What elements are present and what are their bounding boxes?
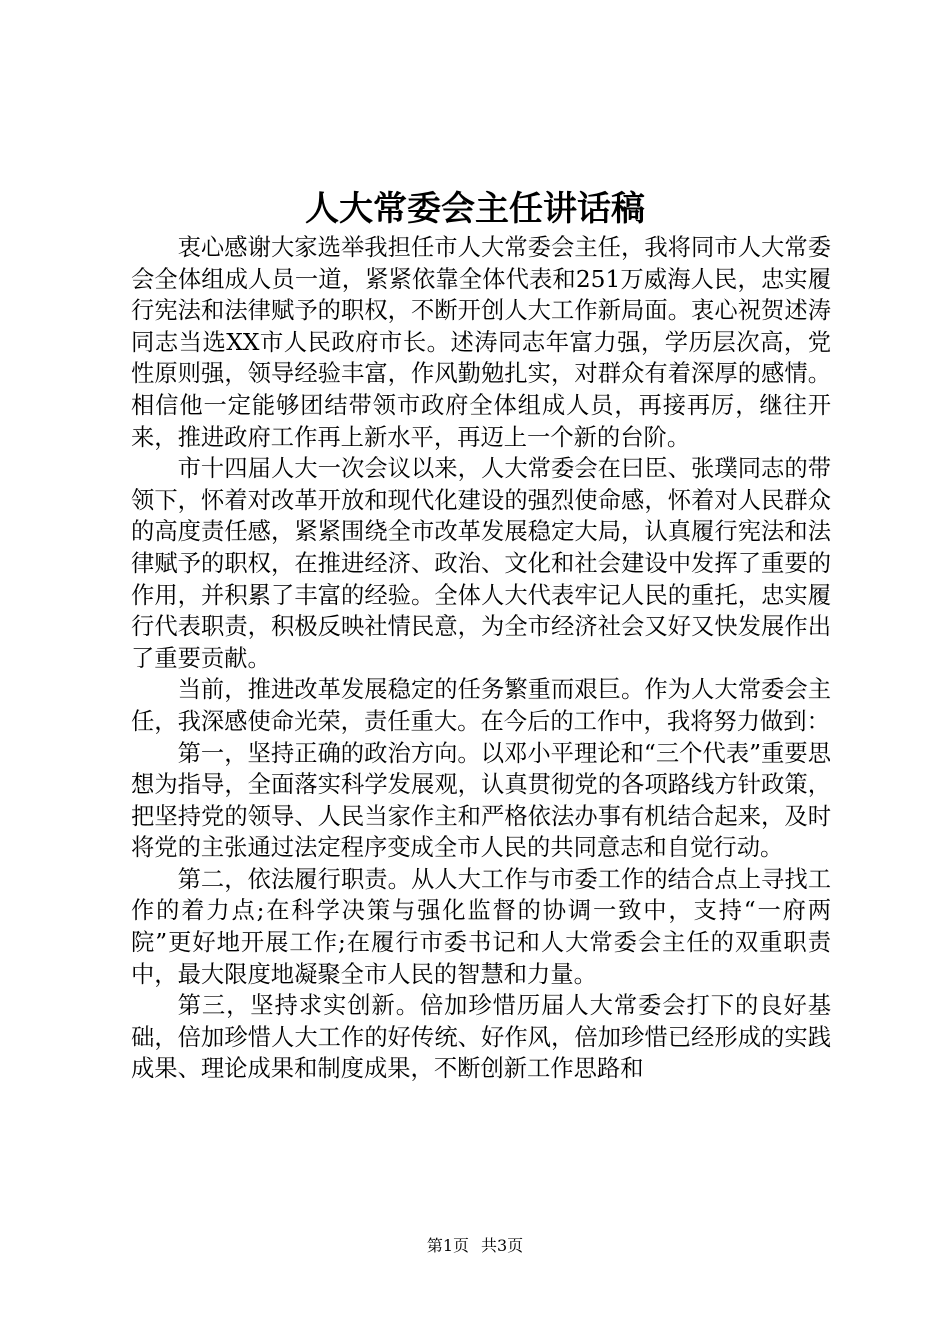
paragraph-6: 第三，坚持求实创新。倍加珍惜历届人大常委会打下的良好基础，倍加珍惜人大工作的好传统、好作风，倍加珍惜已经形成的实践成果、理论成果和制度成果，不断创新工作思路和: [131, 992, 831, 1083]
paragraph-4: 第一，坚持正确的政治方向。以邓小平理论和“三个代表”重要思想为指导，全面落实科学发展观，认真贯彻党的各项路线方针政策，把坚持党的领导、人民当家作主和严格依法办事有机结合起来，及时将党的主张通过法定程序变成全市人民的共同意志和自觉行动。: [131, 739, 831, 862]
paragraph-5: 第二，依法履行职责。从人大工作与市委工作的结合点上寻找工作的着力点;在科学决策与强化监督的协调一致中，支持“一府两院”更好地开展工作;在履行市委书记和人大常委会主任的双重职责中，最大限度地凝聚全市人民的智慧和力量。: [131, 865, 831, 988]
paragraph-1: 衷心感谢大家选举我担任市人大常委会主任，我将同市人大常委会全体组成人员一道，紧紧依靠全体代表和251万威海人民，忠实履行宪法和法律赋予的职权，不断开创人大工作新局面。衷心祝贺述涛同志当选XX市人民政府市长。述涛同志年富力强，学历层次高，党性原则强，领导经验丰富，作风勤勉扎实，对群众有着深厚的感情。相信他一定能够团结带领市政府全体组成人员，再接再厉，继往开来，推进政府工作再上新水平，再迈上一个新的台阶。: [131, 234, 831, 451]
page-footer: [0, 1235, 950, 1257]
paragraph-3: 当前，推进改革发展稳定的任务繁重而艰巨。作为人大常委会主任，我深感使命光荣，责任重大。在今后的工作中，我将努力做到：: [131, 676, 831, 735]
document-title: 人大常委会主任讲话稿: [305, 189, 645, 229]
document-body: [131, 232, 831, 1085]
paragraph-2: 市十四届人大一次会议以来，人大常委会在曰臣、张璞同志的带领下，怀着对改革开放和现代化建设的强烈使命感，怀着对人民群众的高度责任感，紧紧围绕全市改革发展稳定大局，认真履行宪法和法律赋予的职权，在推进经济、政治、文化和社会建设中发挥了重要的作用，并积累了丰富的经验。全体人大代表牢记人民的重托，忠实履行代表职责，积极反映社情民意，为全市经济社会又好又快发展作出了重要贡献。: [131, 455, 831, 672]
page-total: 共3页: [481, 1236, 524, 1255]
page-number: 第1页: [426, 1236, 469, 1255]
